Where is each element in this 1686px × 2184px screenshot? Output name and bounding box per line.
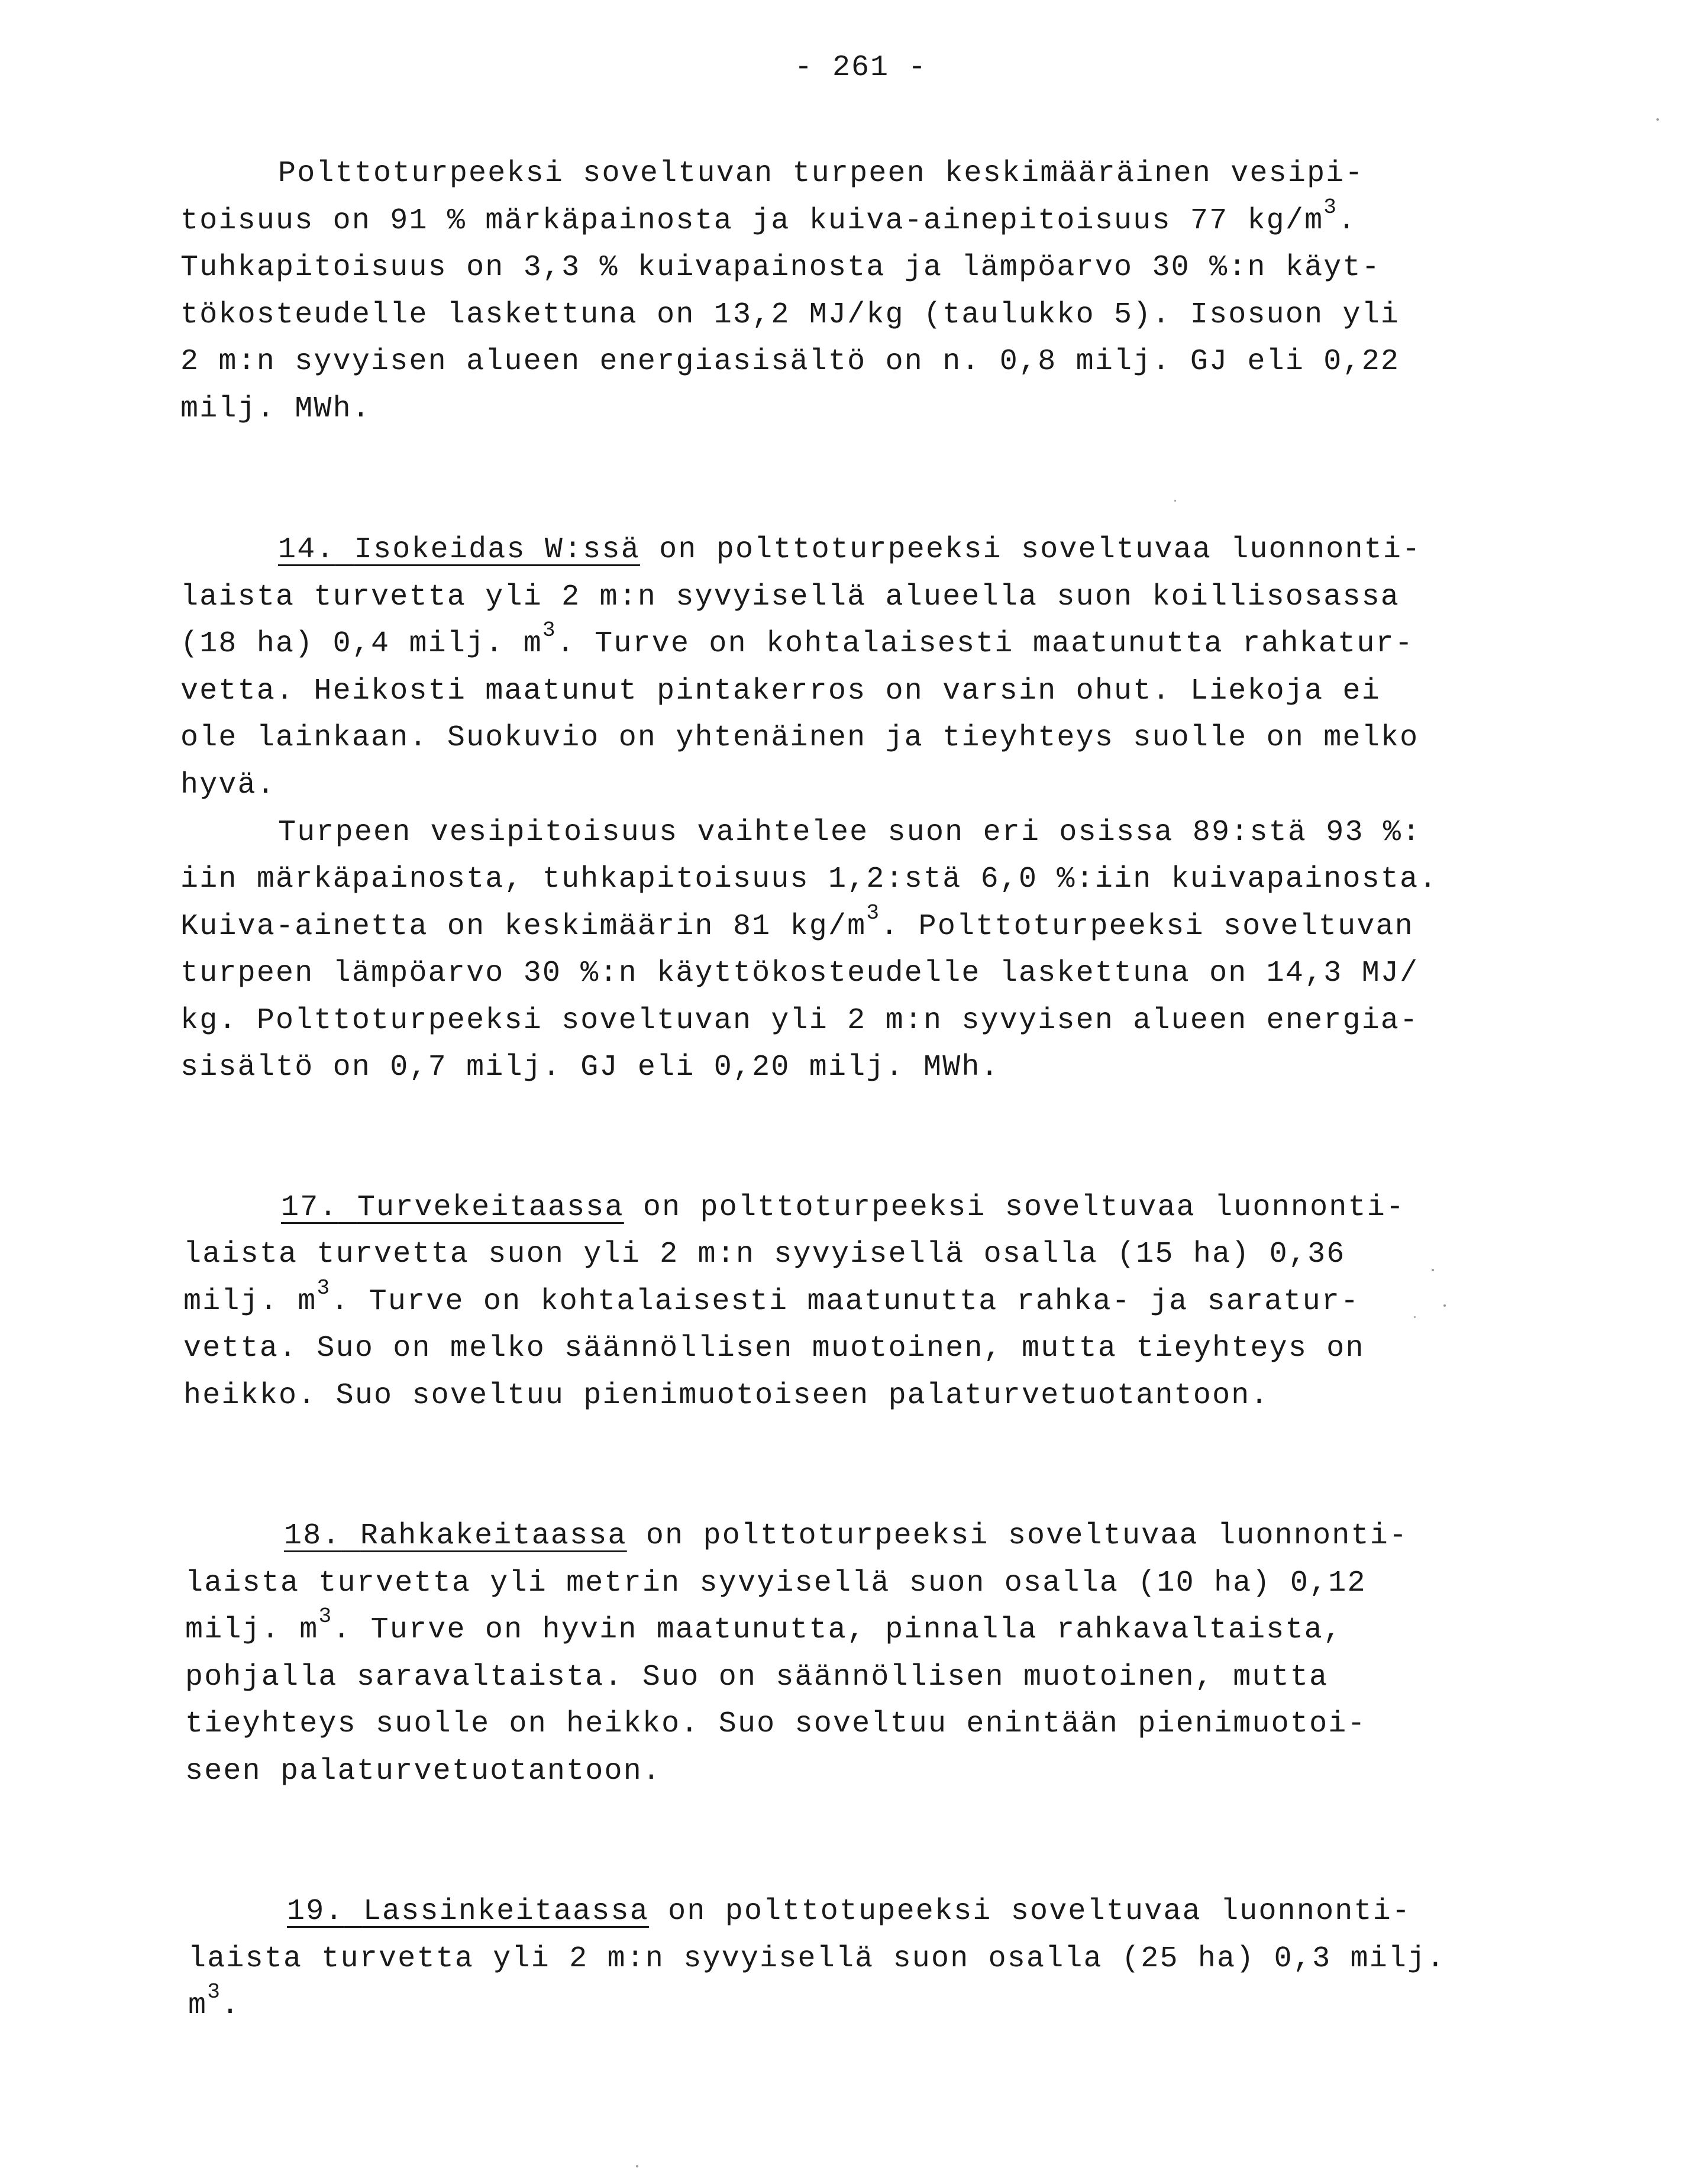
scan-speck bbox=[1414, 1316, 1416, 1318]
section-number: 18. bbox=[284, 1519, 341, 1553]
scan-speck bbox=[636, 2165, 638, 2167]
text-line: Kuiva-ainetta on keskimäärin 81 $kg/m^3$. Polttoturpeeksi soveltuvan bbox=[180, 901, 1414, 944]
section-number: 14. bbox=[278, 533, 335, 567]
text-line: laista turvetta yli 2 m:n syvyisellä suon osalla (25 ha) 0,3 milj. bbox=[188, 1942, 1446, 1976]
text-line: heikko. Suo soveltuu pienimuotoiseen palaturvetuotantoon. bbox=[183, 1379, 1270, 1413]
text-line: ole lainkaan. Suokuvio on yhtenäinen ja tieyhteys suolle on melko bbox=[180, 721, 1419, 755]
text-line: sisältö on 0,7 milj. GJ eli 0,20 milj. MWh. bbox=[180, 1051, 1000, 1084]
text-line: tieyhteys suolle on heikko. Suo soveltuu enintään pienimuotoi- bbox=[185, 1707, 1367, 1741]
section-number: 19. bbox=[287, 1895, 344, 1928]
text-line: turpeen lämpöarvo 30 %:n käyttökosteudelle laskettuna on 14,3 MJ/ bbox=[180, 957, 1419, 990]
text-line: iin märkäpainosta, tuhkapitoisuus 1,2:stä 6,0 %:iin kuivapainosta. bbox=[180, 862, 1438, 896]
text-line: milj. MWh. bbox=[180, 392, 372, 426]
section-number: 17. bbox=[281, 1191, 338, 1225]
scan-speck bbox=[1432, 1269, 1434, 1271]
text-line: 2 m:n syvyisen alueen energiasisältö on n. 0,8 milj. GJ eli 0,22 bbox=[180, 345, 1400, 379]
section-title: Rahkakeitaassa bbox=[360, 1519, 627, 1553]
text-line: laista turvetta yli metrin syvyisellä suon osalla (10 ha) 0,12 bbox=[185, 1566, 1367, 1600]
text-line: toisuus on 91 % märkäpainosta ja kuiva-ainepitoisuus 77 $kg/m^3$. bbox=[180, 195, 1357, 238]
section-heading-line: 19. Lassinkeitaassa on polttotupeeksi soveltuvaa luonnonti- bbox=[287, 1895, 1412, 1928]
text-line: kg. Polttoturpeeksi soveltuvan yli 2 m:n syvyisen alueen energia- bbox=[180, 1004, 1419, 1038]
text-line: tökosteudelle laskettuna on 13,2 MJ/kg (taulukko 5). Isosuon yli bbox=[180, 298, 1400, 332]
scan-speck bbox=[1656, 118, 1659, 121]
text-line: (18 ha) 0,4 milj. $m^3$. Turve on kohtalaisesti maatunutta rahkatur- bbox=[180, 618, 1414, 661]
section-heading-line: 17. Turvekeitaassa on polttoturpeeksi soveltuvaa luonnonti- bbox=[281, 1191, 1406, 1225]
text-line: seen palaturvetuotantoon. bbox=[185, 1755, 662, 1788]
text-line: milj. $m^3$. Turve on hyvin maatunutta, pinnalla rahkavaltaista, bbox=[185, 1604, 1343, 1647]
text-line: vetta. Heikosti maatunut pintakerros on varsin ohut. Liekoja ei bbox=[180, 674, 1381, 708]
page-number: - 261 - bbox=[794, 51, 928, 85]
section-heading-line: 14. Isokeidas W:ssä on polttoturpeeksi soveltuvaa luonnonti- bbox=[278, 533, 1422, 567]
section-title: Turvekeitaassa bbox=[357, 1191, 624, 1225]
section-title: Lassinkeitaassa bbox=[363, 1895, 649, 1928]
text-line: laista turvetta yli 2 m:n syvyisellä alueella suon koillisosassa bbox=[180, 580, 1400, 614]
text-line: hyvä. bbox=[180, 768, 276, 802]
section-heading-line: 18. Rahkakeitaassa on polttoturpeeksi soveltuvaa luonnonti- bbox=[284, 1519, 1409, 1553]
text-line: laista turvetta suon yli 2 m:n syvyisellä osalla (15 ha) 0,36 bbox=[183, 1238, 1346, 1271]
section-title: Isokeidas W:ssä bbox=[354, 533, 640, 567]
text-line: Tuhkapitoisuus on 3,3 % kuivapainosta ja lämpöarvo 30 %:n käyt- bbox=[180, 251, 1381, 285]
scan-speck bbox=[1443, 1304, 1446, 1307]
scan-speck bbox=[1174, 500, 1176, 502]
text-line: vetta. Suo on melko säännöllisen muotoinen, mutta tieyhteys on bbox=[183, 1332, 1365, 1365]
text-line: Turpeen vesipitoisuus vaihtelee suon eri osissa 89:stä 93 %: bbox=[278, 816, 1422, 849]
text-line: $m^3$. bbox=[188, 1980, 241, 2023]
text-line: pohjalla saravaltaista. Suo on säännöllisen muotoinen, mutta bbox=[185, 1660, 1329, 1694]
text-line: Polttoturpeeksi soveltuvan turpeen keskimääräinen vesipi- bbox=[278, 157, 1364, 190]
text-line: milj. $m^3$. Turve on kohtalaisesti maatunutta rahka- ja saratur- bbox=[183, 1276, 1360, 1319]
